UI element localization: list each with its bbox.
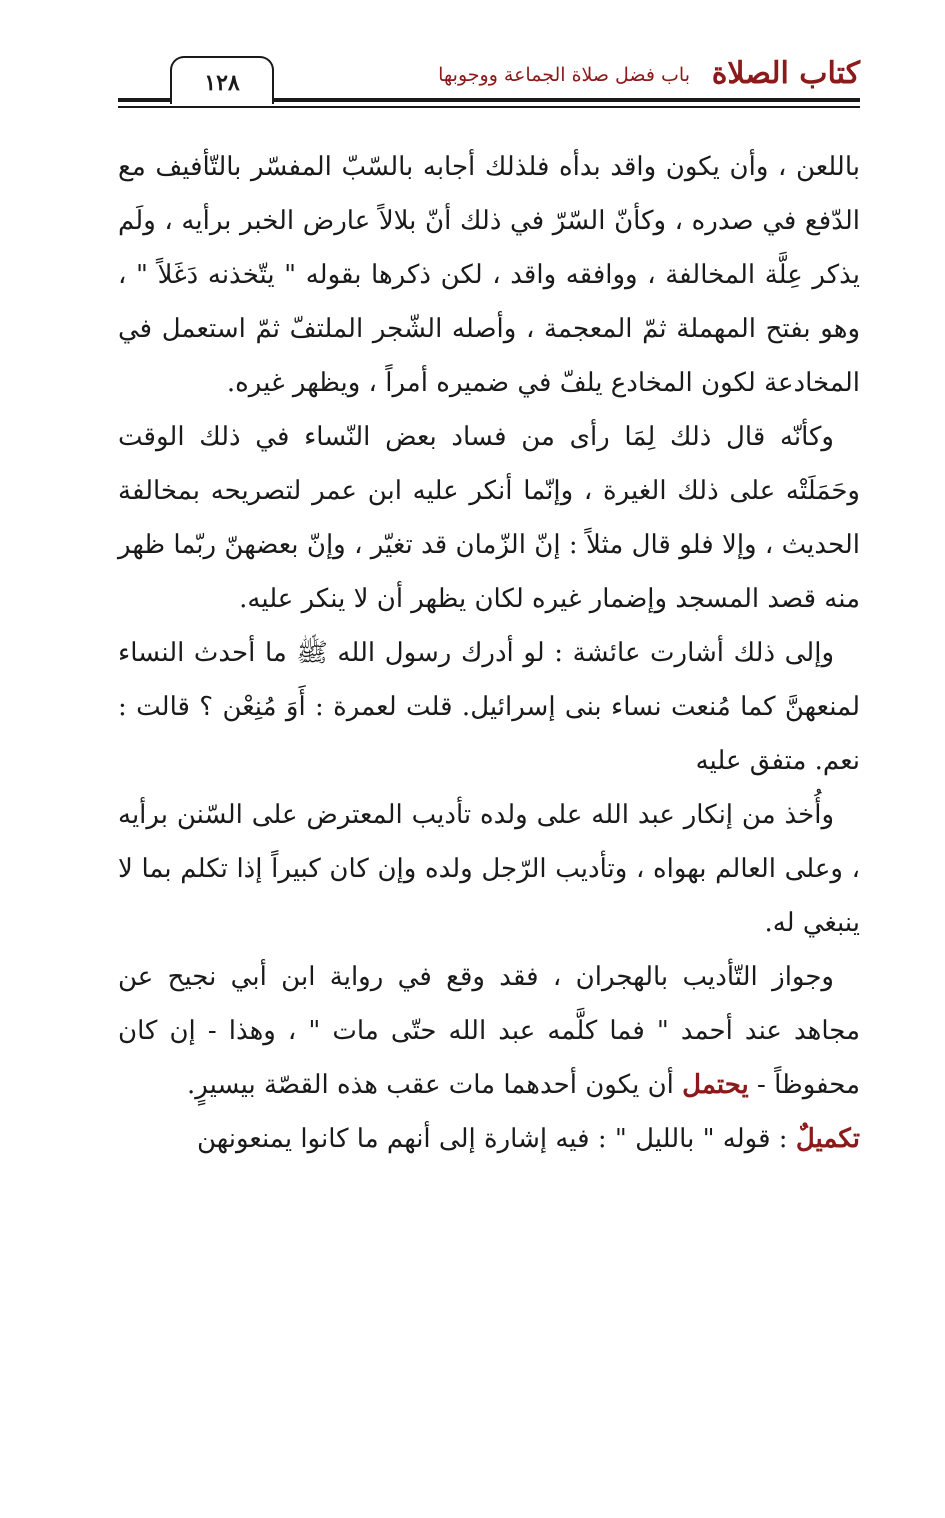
header-rule-thin: [118, 106, 860, 108]
book-title: كتاب الصلاة: [711, 56, 860, 91]
paragraph-5-text-before: وجواز التّأديب بالهجران ، فقد وقع في رواية ابن أبي نجيح عن مجاهد عند أحمد " فما كلَّمه عبد الله حتّى مات " ، وهذا - إن كان محفوظاً -: [118, 962, 860, 1100]
paragraph-1: باللعن ، وأن يكون واقد بدأه فلذلك أجابه بالسّبّ المفسّر بالتّأفيف مع الدّفع في صدره ، وكأنّ السّرّ في ذلك أنّ بلالاً عارض الخبر برأيه ، ولَم يذكر عِلَّة المخالفة ، ووافقه واقد ، لكن ذكرها بقوله " يتّخذنه دَغَلاً " ، وهو بفتح المهملة ثمّ المعجمة ، وأصله الشّجر الملتفّ ثمّ استعمل في المخادعة لكون المخادع يلفّ في ضميره أمراً ، ويظهر غيره.: [118, 152, 860, 398]
page-number: ١٢٨: [170, 56, 274, 104]
paragraph-5: [118, 950, 860, 1112]
page-header: [118, 52, 860, 104]
paragraph-2: وكأنّه قال ذلك لِمَا رأى من فساد بعض النّساء في ذلك الوقت وحَمَلَتْه على ذلك الغيرة ، وإنّما أنكر عليه ابن عمر لتصريحه بمخالفة الحديث ، وإلا فلو قال مثلاً : إنّ الزّمان قد تغيّر ، وإنّ بعضهنّ ربّما ظهر منه قصد المسجد وإضمار غيره لكان يظهر أن لا ينكر عليه.: [118, 422, 860, 614]
paragraph-6-text: : قوله " بالليل " : فيه إشارة إلى أنهم ما كانوا يمنعونهن: [196, 1124, 796, 1154]
page-body: [118, 140, 860, 1380]
highlighted-word: يحتمل: [682, 1070, 749, 1100]
paragraph-5-text-after: أن يكون أحدهما مات عقب هذه القصّة بيسيرٍ.: [186, 1070, 683, 1100]
paragraph-3: وإلى ذلك أشارت عائشة : لو أدرك رسول الله ﷺ ما أحدث النساء لمنعهنَّ كما مُنعت نساء بنى إسرائيل. قلت لعمرة : أَوَ مُنِعْن ؟ قالت : نعم. متفق عليه: [118, 638, 860, 776]
chapter-title: باب فضل صلاة الجماعة ووجوبها: [438, 64, 690, 86]
paragraph-4: وأُخذ من إنكار عبد الله على ولده تأديب المعترض على السّنن برأيه ، وعلى العالم بهواه ، وتأديب الرّجل ولده وإن كان كبيراً إذا تكلم بما لا ينبغي له.: [118, 800, 860, 938]
section-heading-takmil: تكميلٌ: [795, 1124, 860, 1154]
paragraph-6: [118, 1112, 860, 1166]
